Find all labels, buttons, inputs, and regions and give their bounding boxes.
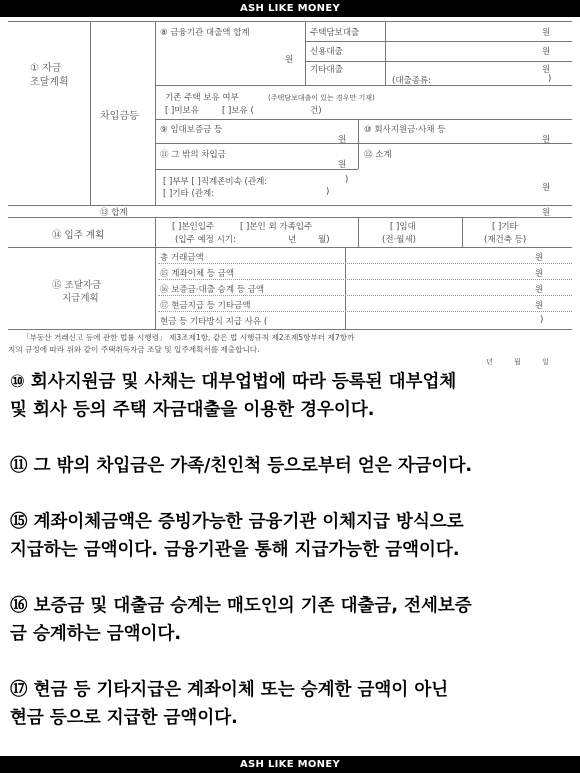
relation-line-1-close: ) — [345, 175, 349, 185]
note-17-line-1: ⑰ 현금 등 기타지급은 계좌이체 또는 승계한 금액이 아닌 — [10, 680, 449, 700]
col-line-4 — [385, 21, 386, 85]
other-checkbox[interactable]: [ ]기타 — [492, 222, 518, 232]
loan-type-label: (대출종류: — [392, 76, 432, 86]
note-15-line-2: 지급하는 금액이다. 금융기관을 통해 지급가능한 금액이다. — [10, 540, 460, 560]
won-total: 원 — [535, 253, 544, 263]
relation-line-1[interactable]: [ ]부부 [ ]직계존비속 (관계: — [163, 177, 268, 187]
note-10-line-1: ⑩ 회사지원금 및 사채는 대부업법에 따라 등록된 대부업체 — [10, 372, 457, 392]
funding-plan-form — [0, 17, 580, 369]
won-row11: 원 — [338, 160, 347, 170]
col-line-8 — [462, 217, 463, 247]
note-15-line-1: ⑮ 계좌이체금액은 증빙가능한 금융기관 이체지급 방식으로 — [10, 512, 464, 532]
deposit-loan-label: ⑯ 보증금·대출 승계 등 금액 — [160, 285, 265, 295]
borrowing-label: 차입금등 — [100, 111, 139, 122]
row10-label: ⑩ 회사지원금·사채 등 — [364, 125, 446, 135]
total-amount-label: 총 거래금액 — [160, 253, 204, 263]
won-row9: 원 — [338, 135, 347, 145]
row15-dot-1 — [158, 263, 572, 264]
note-16-line-2: 금 승계하는 금액이다. — [10, 624, 181, 644]
row-line-f — [155, 169, 358, 170]
won-row10: 원 — [542, 135, 551, 145]
footer-line-1: 「부동산 거래신고 등에 관한 법률 시행령」 제3조제1항, 같은 법 시행규칙 제2조제5항부터 제7항까 — [22, 333, 355, 342]
row15-label: ⑮ 조달자금 — [52, 280, 102, 291]
row15-label-2: 지급계획 — [62, 293, 99, 304]
lease-sub: (전·월세) — [382, 235, 416, 245]
row-line-e — [155, 143, 572, 144]
cash-other-label: ⑰ 현금지급 등 기타금액 — [160, 301, 251, 311]
date-month: 월 — [514, 358, 521, 366]
other-sub: (재건축 등) — [484, 235, 527, 245]
funding-plan-label-2: 조달계획 — [30, 77, 69, 88]
col-line-7 — [358, 217, 359, 247]
note-10-line-2: 및 회사 등의 주택 자금대출을 이용한 경우이다. — [10, 400, 375, 420]
credit-loan-label: 신용대출 — [310, 47, 343, 57]
section1-bottom-line — [8, 205, 572, 206]
col-line-6 — [155, 217, 156, 247]
won-mortgage: 원 — [542, 28, 551, 38]
move-in-bottom-line — [8, 247, 572, 248]
row9-label: ⑨ 임대보증금 등 — [160, 125, 223, 135]
cash-reason-close: ) — [540, 315, 544, 325]
move-in-family-checkbox[interactable]: [ ]본인 외 가족입주 — [240, 222, 313, 232]
bottom-banner: ASH LIKE MONEY — [0, 756, 580, 773]
other-loan-label: 기타대출 — [310, 65, 343, 75]
won-cash: 원 — [535, 301, 544, 311]
won-row13: 원 — [542, 208, 551, 218]
note-17-line-2: 현금 등으로 지급한 금액이다. — [10, 708, 238, 728]
col-line-1 — [90, 21, 91, 205]
row-line-b — [305, 61, 572, 62]
date-day: 일 — [542, 358, 549, 366]
loan-type-close: ) — [548, 74, 552, 84]
relation-line-2-close: ) — [326, 187, 330, 197]
move-in-year: 년 — [288, 235, 297, 245]
housing-count-unit: 건) — [310, 106, 322, 116]
relation-line-2[interactable]: [ ]기타 (관계: — [163, 189, 215, 199]
mortgage-loan-label: 주택담보대출 — [310, 28, 360, 38]
funding-plan-label: ① 자금 — [30, 63, 62, 74]
col-line-3 — [305, 21, 306, 85]
won-row12: 원 — [542, 183, 551, 193]
row-line-c — [155, 85, 572, 86]
housing-owned-label: 기존 주택 보유 여부 — [165, 93, 239, 103]
housing-owned-note: (주택담보대출이 있는 경우만 기재) — [268, 94, 375, 102]
row14-label: ⑭ 입주 계획 — [52, 230, 105, 241]
won-transfer: 원 — [535, 269, 544, 279]
move-in-month: 월) — [318, 235, 330, 245]
move-in-schedule: (입주 예정 시기: — [175, 235, 236, 245]
date-year: 년 — [486, 358, 493, 366]
footer-line-2: 지의 규정에 따라 위와 같이 주택취득자금 조달 및 입주계획서를 제출합니다. — [8, 345, 260, 354]
move-in-self-checkbox[interactable]: [ ]본인입주 — [172, 222, 215, 232]
row8-unit: 원 — [285, 55, 294, 65]
row-line-a — [305, 41, 572, 42]
table-bottom-line — [8, 329, 572, 330]
row15-dot-2 — [158, 279, 572, 280]
col-line-9 — [155, 247, 156, 329]
won-deposit: 원 — [535, 285, 544, 295]
lease-checkbox[interactable]: [ ]임대 — [390, 222, 416, 232]
row15-dot-3 — [158, 295, 572, 296]
row15-dot-4 — [158, 311, 572, 312]
row13-label: ⑬ 합계 — [100, 208, 128, 218]
top-banner: ASH LIKE MONEY — [0, 0, 580, 17]
note-16-line-1: ⑯ 보증금 및 대출금 승계는 매도인의 기존 대출금, 전세보증 — [10, 596, 472, 616]
row-line-d — [155, 119, 572, 120]
won-other: 원 — [542, 65, 551, 75]
housing-owned-checkbox[interactable]: [ ]보유 ( — [222, 106, 254, 116]
col-line-2 — [155, 21, 156, 205]
col-line-5 — [358, 119, 359, 169]
move-in-top-line — [8, 217, 572, 218]
row11-label: ⑪ 그 밖의 차입금 — [160, 150, 226, 160]
row12-label: ⑫ 소계 — [364, 150, 392, 160]
table-top-line — [8, 21, 572, 22]
transfer-label: ⑮ 계좌이체 등 금액 — [160, 269, 235, 279]
won-credit: 원 — [542, 47, 551, 57]
col-line-10 — [345, 247, 346, 329]
row8-label: ⑧ 금융기관 대출액 합계 — [160, 28, 250, 38]
note-11: ⑪ 그 밖의 차입금은 가족/친인척 등으로부터 얻은 자금이다. — [10, 456, 473, 476]
housing-none-checkbox[interactable]: [ ]미보유 — [165, 106, 199, 116]
cash-reason-label: 현금 등 기타방식 지급 사유 ( — [160, 317, 268, 327]
